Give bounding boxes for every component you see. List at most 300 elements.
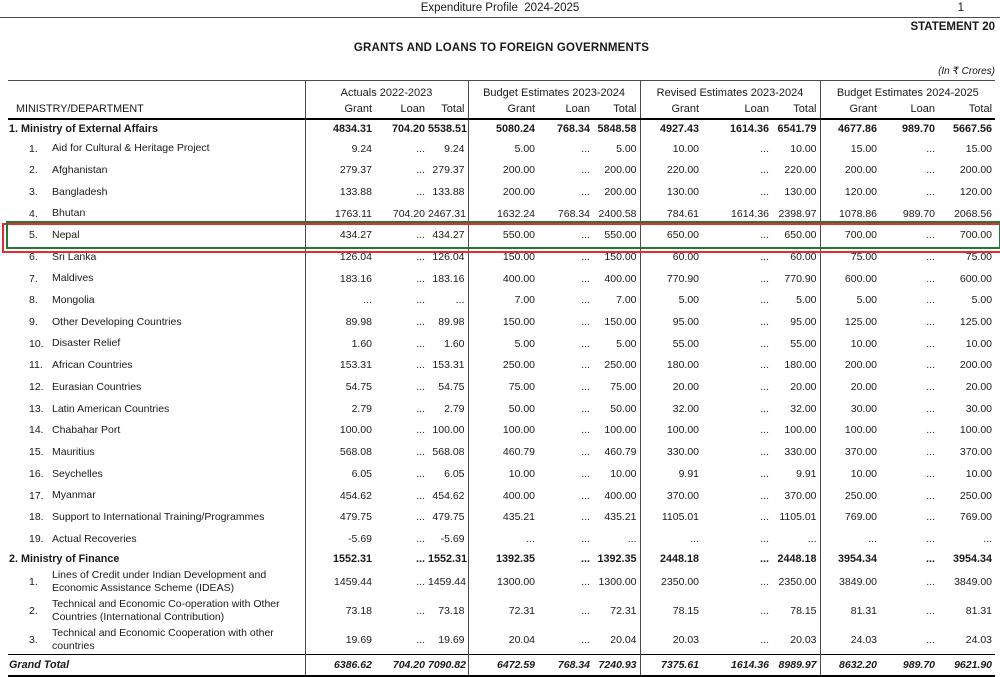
- value-cell: 5848.58: [593, 119, 640, 138]
- value-cell: 20.00: [850, 381, 878, 394]
- row-number: 3.: [29, 633, 38, 646]
- value-cell: 370.00: [666, 489, 700, 502]
- value-cell: 400.00: [593, 268, 640, 290]
- value-cell: 9.24: [428, 138, 468, 160]
- row-name: Nepal: [52, 224, 305, 246]
- value-cell: 24.03: [965, 633, 993, 646]
- value-cell: ...: [581, 552, 591, 565]
- group-header-budget-2324: Budget Estimates 2023-2024: [468, 81, 640, 104]
- value-cell: 1300.00: [593, 567, 640, 596]
- value-cell: 89.98: [428, 311, 468, 333]
- value-cell: 479.75: [339, 511, 372, 524]
- value-cell: ...: [581, 511, 591, 524]
- row-name: Lines of Credit under Indian Development and Economic Assistance Scheme (IDEAS): [52, 567, 305, 596]
- value-cell: 5667.56: [953, 122, 993, 135]
- value-cell: ...: [416, 575, 425, 588]
- value-cell: ...: [760, 250, 770, 263]
- value-cell: 7.00: [593, 290, 640, 312]
- table-row: [8, 268, 995, 290]
- value-cell: 550.00: [502, 229, 536, 242]
- value-cell: 95.00: [672, 316, 700, 329]
- col-header-total: Total: [593, 103, 640, 119]
- value-cell: 1.60: [351, 337, 372, 350]
- value-cell: ...: [416, 446, 425, 459]
- value-cell: 10.00: [508, 467, 536, 480]
- value-cell: ...: [416, 552, 425, 565]
- value-cell: ...: [926, 424, 936, 437]
- value-cell: ...: [983, 532, 993, 545]
- value-cell: 60.00: [672, 250, 700, 263]
- value-cell: 1763.11: [334, 207, 372, 220]
- value-cell: 370.00: [772, 485, 820, 507]
- value-cell: ...: [416, 381, 425, 394]
- value-cell: 5.00: [593, 333, 640, 355]
- value-cell: 550.00: [593, 224, 640, 246]
- value-cell: ...: [581, 229, 591, 242]
- value-cell: ...: [926, 511, 936, 524]
- row-name: Bangladesh: [52, 181, 305, 203]
- table-row: [8, 420, 995, 442]
- row-number: 14.: [29, 424, 44, 437]
- value-cell: 400.00: [502, 272, 536, 285]
- value-cell: ...: [760, 511, 770, 524]
- value-cell: 5.00: [971, 294, 993, 307]
- table-row: [8, 246, 995, 268]
- value-cell: 704.20: [392, 207, 425, 220]
- group-header-budget-2425: Budget Estimates 2024-2025: [836, 87, 979, 99]
- table-row: [8, 159, 995, 181]
- value-cell: 1105.01: [772, 506, 820, 528]
- value-cell: 3849.00: [839, 575, 878, 588]
- value-cell: 10.00: [965, 337, 993, 350]
- value-cell: 568.08: [428, 441, 468, 463]
- value-cell: 1300.00: [497, 575, 536, 588]
- value-cell: 15.00: [965, 142, 993, 155]
- row-name: Latin American Countries: [52, 398, 305, 420]
- value-cell: 130.00: [772, 181, 820, 203]
- value-cell: ...: [760, 381, 770, 394]
- value-cell: ...: [760, 552, 770, 565]
- value-cell: 2398.97: [772, 203, 820, 225]
- row-name: Other Developing Countries: [52, 311, 305, 333]
- value-cell: ...: [581, 381, 591, 394]
- row-number: 6.: [29, 250, 38, 263]
- row-number: 8.: [29, 294, 38, 307]
- value-cell: 1614.36: [729, 122, 770, 135]
- value-cell: ...: [926, 272, 936, 285]
- table-row: [8, 138, 995, 160]
- value-cell: ...: [760, 142, 770, 155]
- value-cell: 4834.31: [332, 122, 372, 135]
- value-cell: ...: [416, 250, 425, 263]
- value-cell: 250.00: [844, 489, 878, 502]
- value-cell: 2350.00: [772, 567, 820, 596]
- value-cell: ...: [760, 272, 770, 285]
- value-cell: 1614.36: [731, 207, 770, 220]
- value-cell: 3954.34: [953, 552, 993, 565]
- value-cell: 1078.86: [839, 207, 878, 220]
- value-cell: 20.04: [593, 625, 640, 655]
- row-number: 17.: [29, 489, 44, 502]
- row-number: 2.: [29, 164, 38, 177]
- value-cell: 19.69: [428, 625, 468, 655]
- value-cell: 770.90: [666, 272, 700, 285]
- value-cell: 20.03: [772, 625, 820, 655]
- value-cell: ...: [926, 250, 936, 263]
- value-cell: 9.24: [351, 142, 372, 155]
- value-cell: 768.34: [538, 655, 593, 677]
- table-row: [8, 463, 995, 485]
- value-cell: 7240.93: [593, 655, 640, 677]
- col-header-grant: Grant: [468, 103, 538, 119]
- value-cell: 600.00: [959, 272, 993, 285]
- table-row: [8, 625, 995, 655]
- value-cell: 434.27: [428, 224, 468, 246]
- col-header-total: Total: [938, 103, 995, 119]
- value-cell: 7090.82: [428, 655, 468, 677]
- value-cell: 4927.43: [659, 122, 700, 135]
- row-number: 9.: [29, 316, 38, 329]
- value-cell: 370.00: [844, 446, 878, 459]
- value-cell: 1392.35: [593, 550, 640, 568]
- value-cell: 5.00: [514, 337, 536, 350]
- value-cell: 55.00: [772, 333, 820, 355]
- value-cell: ...: [760, 185, 770, 198]
- value-cell: 200.00: [959, 164, 993, 177]
- table-row: [8, 333, 995, 355]
- value-cell: ...: [593, 528, 640, 550]
- value-cell: ...: [416, 337, 425, 350]
- value-cell: 100.00: [339, 424, 372, 437]
- value-cell: ...: [581, 316, 591, 329]
- value-cell: ...: [581, 294, 591, 307]
- value-cell: 650.00: [772, 224, 820, 246]
- value-cell: ...: [526, 532, 536, 545]
- value-cell: ...: [926, 229, 936, 242]
- row-number: 4.: [29, 207, 38, 220]
- row-number: 10.: [29, 337, 44, 350]
- value-cell: 32.00: [772, 398, 820, 420]
- value-cell: 700.00: [959, 229, 993, 242]
- row-name: Actual Recoveries: [52, 528, 305, 550]
- value-cell: 120.00: [844, 185, 878, 198]
- row-number: 3.: [29, 185, 38, 198]
- value-cell: ...: [416, 272, 425, 285]
- value-cell: ...: [760, 316, 770, 329]
- ministry-department-header: MINISTRY/DEPARTMENT: [8, 103, 305, 119]
- value-cell: ...: [581, 604, 591, 617]
- table-row: [8, 290, 995, 312]
- value-cell: ...: [926, 294, 936, 307]
- row-name: Mauritius: [52, 441, 305, 463]
- value-cell: 75.00: [965, 250, 993, 263]
- value-cell: 250.00: [959, 489, 993, 502]
- value-cell: 768.34: [556, 122, 591, 135]
- currency-unit-note: (In ₹ Crores): [938, 66, 995, 77]
- value-cell: 4677.86: [837, 122, 878, 135]
- value-cell: ...: [363, 294, 372, 307]
- document-title: Expenditure Profile 2024-2025: [420, 2, 580, 14]
- value-cell: 10.00: [850, 337, 878, 350]
- value-cell: 100.00: [593, 420, 640, 442]
- value-cell: ...: [926, 446, 936, 459]
- col-header-grant: Grant: [640, 103, 702, 119]
- value-cell: ...: [581, 424, 591, 437]
- section-row: [8, 119, 995, 138]
- value-cell: 50.00: [593, 398, 640, 420]
- page-header: [0, 0, 1000, 17]
- value-cell: 5.00: [678, 294, 700, 307]
- value-cell: 1105.01: [661, 511, 700, 524]
- value-cell: 3954.34: [837, 552, 878, 565]
- value-cell: 6386.62: [305, 655, 375, 677]
- statement-label: STATEMENT 20: [910, 21, 995, 33]
- row-name: Technical and Economic Cooperation with other countries: [52, 625, 305, 655]
- row-number: 1.: [29, 575, 38, 588]
- value-cell: 24.03: [850, 633, 878, 646]
- value-cell: ...: [760, 337, 770, 350]
- value-cell: 2.79: [351, 402, 372, 415]
- value-cell: 100.00: [666, 424, 700, 437]
- value-cell: ...: [581, 633, 591, 646]
- value-cell: ...: [760, 402, 770, 415]
- row-name: Technical and Economic Co-operation with Other Countries (International Contribution): [52, 596, 305, 625]
- value-cell: -5.69: [348, 532, 372, 545]
- value-cell: 183.16: [339, 272, 372, 285]
- value-cell: 989.70: [880, 655, 938, 677]
- value-cell: 150.00: [593, 311, 640, 333]
- value-cell: 100.00: [428, 420, 468, 442]
- value-cell: 81.31: [965, 604, 993, 617]
- group-header-row: [8, 81, 995, 104]
- value-cell: 20.00: [672, 381, 700, 394]
- value-cell: 150.00: [502, 250, 536, 263]
- value-cell: 2350.00: [661, 575, 700, 588]
- value-cell: ...: [926, 532, 936, 545]
- grand-total-label: Grand Total: [8, 655, 305, 677]
- col-header-grant: Grant: [305, 103, 375, 119]
- sub-header-row: [8, 103, 995, 119]
- value-cell: 769.00: [959, 511, 993, 524]
- value-cell: 2467.31: [428, 203, 468, 225]
- value-cell: 73.18: [428, 596, 468, 625]
- value-cell: ...: [760, 633, 770, 646]
- value-cell: ...: [760, 467, 770, 480]
- value-cell: 460.79: [593, 441, 640, 463]
- value-cell: 6472.59: [468, 655, 538, 677]
- value-cell: 770.90: [772, 268, 820, 290]
- value-cell: 7375.61: [640, 655, 702, 677]
- value-cell: 54.75: [428, 376, 468, 398]
- value-cell: 400.00: [593, 485, 640, 507]
- value-cell: 120.00: [959, 185, 993, 198]
- value-cell: 700.00: [844, 229, 878, 242]
- col-header-total: Total: [772, 103, 820, 119]
- value-cell: ...: [760, 604, 770, 617]
- value-cell: 600.00: [844, 272, 878, 285]
- value-cell: 1552.31: [428, 550, 468, 568]
- value-cell: 54.75: [345, 381, 372, 394]
- value-cell: ...: [760, 359, 770, 372]
- group-header-spacer: [8, 81, 305, 104]
- value-cell: ...: [926, 467, 936, 480]
- group-header-actuals: Actuals 2022-2023: [305, 81, 468, 104]
- value-cell: ...: [416, 402, 425, 415]
- value-cell: ...: [581, 402, 591, 415]
- col-header-total: Total: [428, 103, 468, 119]
- value-cell: 1459.44: [428, 567, 468, 596]
- value-cell: ...: [926, 633, 936, 646]
- value-cell: 330.00: [772, 441, 820, 463]
- row-number: 13.: [29, 402, 44, 415]
- value-cell: 220.00: [666, 164, 700, 177]
- value-cell: 6.05: [428, 463, 468, 485]
- value-cell: 75.00: [593, 376, 640, 398]
- value-cell: ...: [760, 294, 770, 307]
- value-cell: 784.61: [666, 207, 700, 220]
- value-cell: 55.00: [672, 337, 700, 350]
- value-cell: 200.00: [502, 164, 536, 177]
- value-cell: 434.27: [339, 229, 372, 242]
- value-cell: ...: [581, 164, 591, 177]
- value-cell: 5.00: [514, 142, 536, 155]
- page-content: [0, 21, 1000, 677]
- value-cell: ...: [926, 575, 936, 588]
- value-cell: ...: [581, 337, 591, 350]
- value-cell: 454.62: [339, 489, 372, 502]
- value-cell: ...: [581, 575, 591, 588]
- row-number: 5.: [29, 229, 38, 242]
- value-cell: ...: [926, 316, 936, 329]
- value-cell: 5538.51: [428, 119, 468, 138]
- value-cell: 1614.36: [702, 655, 772, 677]
- table-row: [8, 485, 995, 507]
- row-number: 12.: [29, 381, 44, 394]
- value-cell: ...: [581, 250, 591, 263]
- value-cell: 100.00: [502, 424, 536, 437]
- section-label: 2. Ministry of Finance: [8, 550, 305, 568]
- row-name: Bhutan: [52, 203, 305, 225]
- value-cell: ...: [760, 229, 770, 242]
- group-header-revised-2324: Revised Estimates 2023-2024: [640, 81, 820, 104]
- value-cell: 3849.00: [954, 575, 993, 588]
- value-cell: ...: [926, 337, 936, 350]
- value-cell: ...: [760, 489, 770, 502]
- value-cell: 460.79: [502, 446, 536, 459]
- value-cell: ...: [416, 229, 425, 242]
- value-cell: 20.03: [672, 633, 700, 646]
- row-number: 18.: [29, 511, 44, 524]
- value-cell: 200.00: [844, 164, 878, 177]
- value-cell: ...: [416, 467, 425, 480]
- value-cell: 10.00: [850, 467, 878, 480]
- col-header-loan: Loan: [375, 103, 428, 119]
- value-cell: ...: [416, 532, 425, 545]
- value-cell: 20.00: [772, 376, 820, 398]
- value-cell: 5080.24: [495, 122, 536, 135]
- value-cell: 435.21: [502, 511, 536, 524]
- value-cell: 7.00: [514, 294, 536, 307]
- row-name: Disaster Relief: [52, 333, 305, 355]
- section-label: 1. Ministry of External Affairs: [8, 119, 305, 138]
- value-cell: 75.00: [850, 250, 878, 263]
- value-cell: 200.00: [502, 185, 536, 198]
- value-cell: ...: [926, 604, 936, 617]
- value-cell: ...: [690, 532, 700, 545]
- value-cell: ...: [416, 424, 425, 437]
- value-cell: 100.00: [772, 420, 820, 442]
- value-cell: ...: [926, 164, 936, 177]
- value-cell: 250.00: [593, 355, 640, 377]
- value-cell: ...: [760, 575, 770, 588]
- value-cell: ...: [772, 528, 820, 550]
- value-cell: ...: [581, 185, 591, 198]
- table-row: [8, 398, 995, 420]
- value-cell: 400.00: [502, 489, 536, 502]
- value-cell: 72.31: [508, 604, 536, 617]
- value-cell: 19.69: [345, 633, 372, 646]
- value-cell: ...: [416, 185, 425, 198]
- value-cell: ...: [926, 402, 936, 415]
- value-cell: ...: [581, 359, 591, 372]
- value-cell: ...: [926, 359, 936, 372]
- col-header-loan: Loan: [538, 103, 593, 119]
- value-cell: ...: [926, 381, 936, 394]
- value-cell: 30.00: [850, 402, 878, 415]
- value-cell: 126.04: [339, 250, 372, 263]
- value-cell: 125.00: [959, 316, 993, 329]
- value-cell: 125.00: [844, 316, 878, 329]
- table-body: [8, 119, 995, 676]
- value-cell: 73.18: [345, 604, 372, 617]
- row-number: 1.: [29, 142, 38, 155]
- value-cell: 2.79: [428, 398, 468, 420]
- value-cell: 704.20: [375, 655, 428, 677]
- value-cell: ...: [416, 294, 425, 307]
- value-cell: 10.00: [672, 142, 700, 155]
- value-cell: 78.15: [672, 604, 700, 617]
- value-cell: 8632.20: [820, 655, 880, 677]
- value-cell: 200.00: [593, 181, 640, 203]
- value-cell: ...: [926, 489, 936, 502]
- value-cell: 568.08: [339, 446, 372, 459]
- value-cell: 989.70: [901, 122, 936, 135]
- row-name: African Countries: [52, 355, 305, 377]
- value-cell: 1.60: [428, 333, 468, 355]
- value-cell: 89.98: [345, 316, 372, 329]
- value-cell: 200.00: [844, 359, 878, 372]
- value-cell: ...: [416, 316, 425, 329]
- value-cell: 133.88: [428, 181, 468, 203]
- value-cell: 1459.44: [334, 575, 372, 588]
- value-cell: ...: [581, 272, 591, 285]
- value-cell: 150.00: [502, 316, 536, 329]
- value-cell: 5.00: [772, 290, 820, 312]
- value-cell: 279.37: [339, 164, 372, 177]
- value-cell: 72.31: [593, 596, 640, 625]
- value-cell: 2068.56: [954, 207, 993, 220]
- value-cell: ...: [581, 489, 591, 502]
- value-cell: 2448.18: [772, 550, 820, 568]
- value-cell: 20.00: [965, 381, 993, 394]
- page-title: GRANTS AND LOANS TO FOREIGN GOVERNMENTS: [353, 42, 650, 54]
- value-cell: 10.00: [772, 138, 820, 160]
- value-cell: 30.00: [965, 402, 993, 415]
- value-cell: ...: [581, 467, 591, 480]
- value-cell: 5.00: [856, 294, 878, 307]
- table-row: [8, 376, 995, 398]
- row-number: 16.: [29, 467, 44, 480]
